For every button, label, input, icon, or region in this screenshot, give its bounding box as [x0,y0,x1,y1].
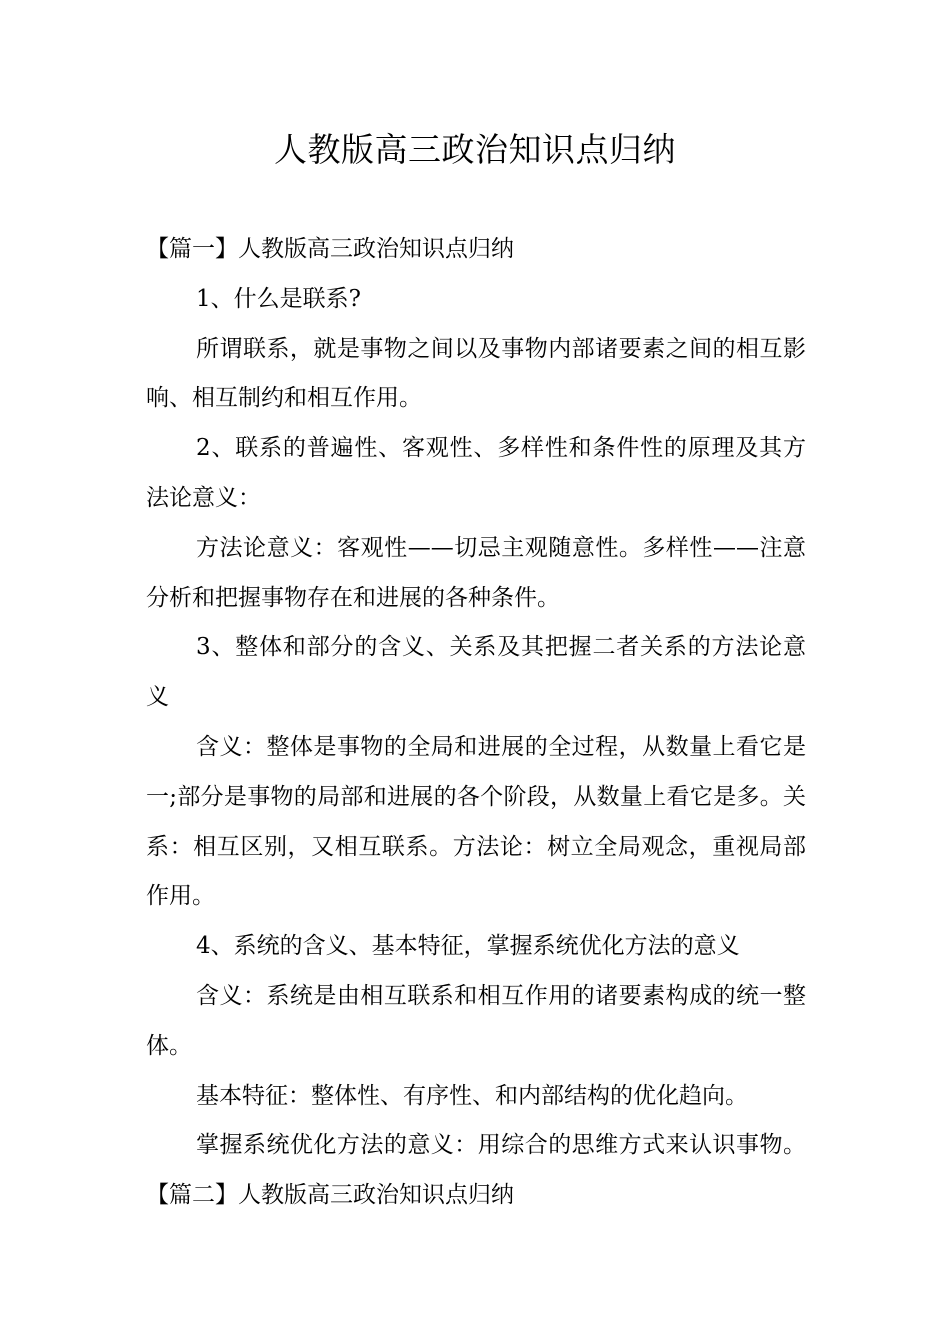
paragraph: 含义：整体是事物的全局和进展的全过程，从数量上看它是一;部分是事物的局部和进展的各个阶段，从数量上看它是多。关系：相互区别，又相互联系。方法论：树立全局观念，重视局部作用。 [146,733,806,910]
question-heading: 4、系统的含义、基本特征，掌握系统优化方法的意义 [196,933,740,960]
document-body [146,225,806,1221]
paragraph: 方法论意义：客观性——切忌主观随意性。多样性——注意分析和把握事物存在和进展的各种条件。 [146,534,806,611]
question-heading: 3、整体和部分的含义、关系及其把握二者关系的方法论意义 [146,634,806,711]
section-heading: 【篇一】人教版高三政治知识点归纳 [146,236,514,262]
paragraph: 含义：系统是由相互联系和相互作用的诸要素构成的统一整体。 [146,982,806,1059]
question-heading: 2、联系的普遍性、客观性、多样性和条件性的原理及其方法论意义： [146,435,806,511]
paragraph: 所谓联系，就是事物之间以及事物内部诸要素之间的相互影响、相互制约和相互作用。 [146,335,806,412]
question-heading: 1、什么是联系? [196,285,361,312]
paragraph: 掌握系统优化方法的意义：用综合的思维方式来认识事物。【篇二】人教版高三政治知识点归纳 [146,1132,806,1209]
paragraph: 基本特征：整体性、有序性、和内部结构的优化趋向。 [196,1082,748,1109]
document-title: 人教版高三政治知识点归纳 [274,130,676,169]
